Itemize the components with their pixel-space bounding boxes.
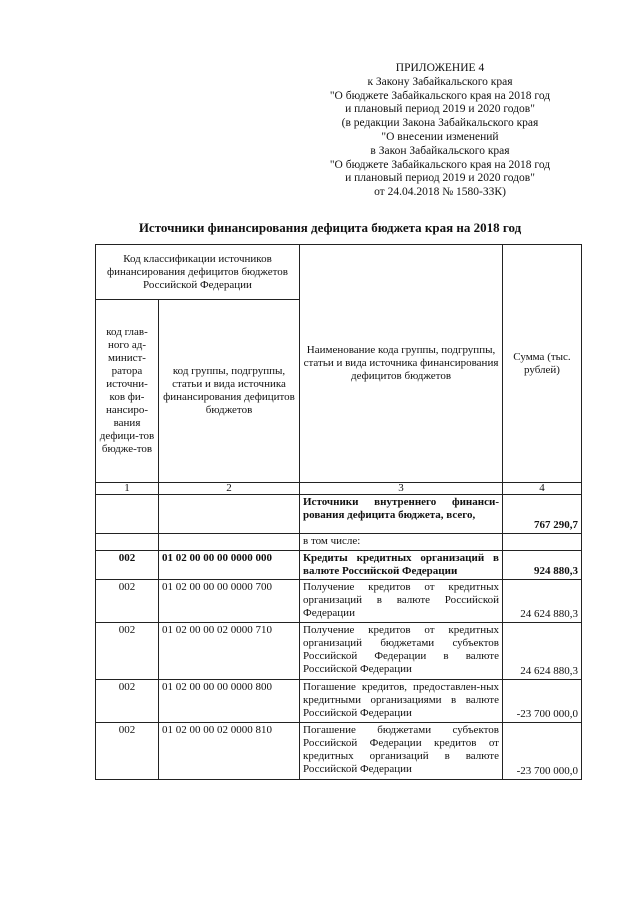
classification-code-cell: 01 02 00 00 00 0000 800: [159, 680, 300, 723]
sum-cell: 924 880,3: [503, 551, 582, 580]
classification-code-cell: [159, 495, 300, 534]
header-sum: Сумма (тыс. рублей): [503, 245, 582, 483]
sum-cell: [503, 534, 582, 551]
classification-code-cell: [159, 534, 300, 551]
appendix-block: [290, 62, 590, 200]
classification-code-cell: 01 02 00 00 02 0000 710: [159, 623, 300, 680]
admin-code-cell: [96, 534, 159, 551]
source-name-cell: в том числе:: [300, 534, 503, 551]
sum-cell: -23 700 000,0: [503, 680, 582, 723]
table-row: [96, 580, 582, 623]
admin-code-cell: 002: [96, 723, 159, 780]
header-name: Наименование кода группы, подгруппы, статьи и вида источника финансирования дефицитов бюджетов: [300, 245, 503, 483]
column-number: 3: [300, 483, 503, 495]
sum-cell: -23 700 000,0: [503, 723, 582, 780]
source-name-cell: Получение кредитов от кредитных организаций в валюте Российской Федерации: [300, 580, 503, 623]
appendix-heading: ПРИЛОЖЕНИЕ 4: [395, 62, 485, 74]
classification-code-cell: 01 02 00 00 02 0000 810: [159, 723, 300, 780]
appendix-line: "О бюджете Забайкальского края на 2018 год: [329, 89, 551, 102]
appendix-line: "О бюджете Забайкальского края на 2018 год: [329, 158, 551, 171]
table-row: [96, 551, 582, 580]
classification-code-cell: 01 02 00 00 00 0000 700: [159, 580, 300, 623]
header-admin-code: код глав-ного ад-минист-ратора источни-ков фи-нансиро-вания дефици-тов бюдже-тов: [96, 300, 159, 483]
source-name-cell: Получение кредитов от кредитных организаций бюджетами субъектов Российской Федерации в валюте Российской Федерации: [300, 623, 503, 680]
admin-code-cell: 002: [96, 580, 159, 623]
admin-code-cell: 002: [96, 680, 159, 723]
admin-code-cell: 002: [96, 623, 159, 680]
header-classification-code: Код классификации источников финансирования дефицитов бюджетов Российской Федерации: [96, 245, 300, 300]
header-group-code: код группы, подгруппы, статьи и вида источника финансирования дефицитов бюджетов: [159, 300, 300, 483]
table-row: [96, 623, 582, 680]
financing-sources-table: [95, 244, 582, 780]
column-number: 1: [96, 483, 159, 495]
classification-code-cell: 01 02 00 00 00 0000 000: [159, 551, 300, 580]
source-name-cell: Погашение кредитов, предоставлен-ных кредитными организациями в валюте Российской Федерации: [300, 680, 503, 723]
appendix-line: в Закон Забайкальского края: [370, 144, 510, 157]
table-row: [96, 495, 582, 534]
table-row: [96, 723, 582, 780]
admin-code-cell: [96, 495, 159, 534]
column-number: 2: [159, 483, 300, 495]
source-name-cell: Погашение бюджетами субъектов Российской Федерации кредитов от кредитных организаций в валюте Российской Федерации: [300, 723, 503, 780]
table-row: [96, 680, 582, 723]
appendix-line: (в редакции Закона Забайкальского края: [341, 117, 539, 130]
column-number-row: [96, 483, 582, 495]
appendix-line: "О внесении изменений: [381, 130, 499, 143]
document-title: Источники финансирования дефицита бюджета края на 2018 год: [138, 220, 522, 235]
sum-cell: 24 624 880,3: [503, 623, 582, 680]
source-name-cell: Источники внутреннего финанси-рования дефицита бюджета, всего,: [300, 495, 503, 534]
table-row: [96, 534, 582, 551]
appendix-line: от 24.04.2018 № 1580-ЗЗК): [374, 186, 506, 199]
appendix-line: и плановый период 2019 и 2020 годов": [345, 172, 535, 185]
admin-code-cell: 002: [96, 551, 159, 580]
appendix-line: к Закону Забайкальского края: [367, 75, 513, 88]
source-name-cell: Кредиты кредитных организаций в валюте Российской Федерации: [300, 551, 503, 580]
sum-cell: 767 290,7: [503, 495, 582, 534]
appendix-line: и плановый период 2019 и 2020 годов": [345, 103, 535, 116]
column-number: 4: [503, 483, 582, 495]
sum-cell: 24 624 880,3: [503, 580, 582, 623]
